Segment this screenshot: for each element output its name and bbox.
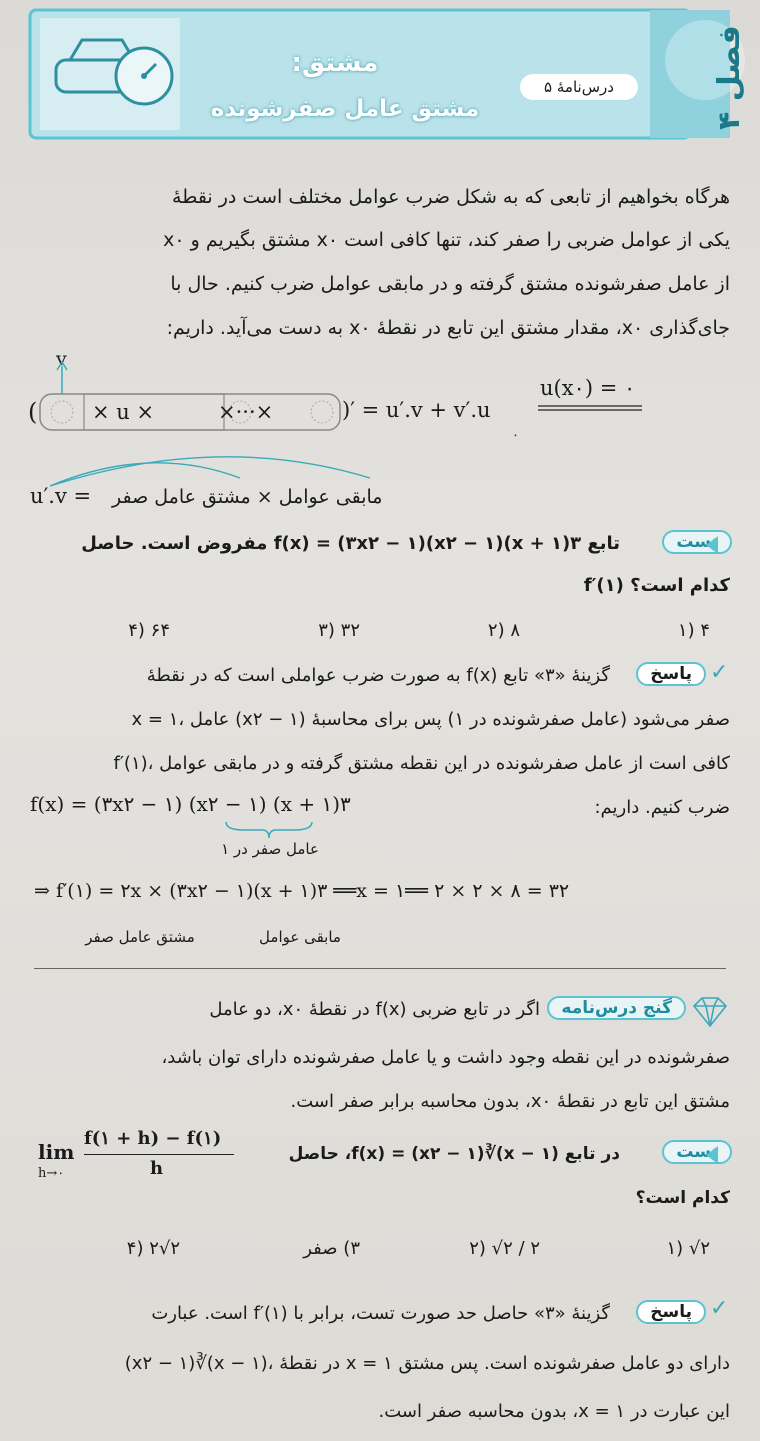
test1-line-1: تابع f(x) = (۳x۲ − ۱)(x۲ − ۱)(x + ۱)۳ مفروض است. حاصل (81, 533, 620, 554)
formula-condition: u(x۰) = ۰ (540, 376, 636, 400)
formula-v-label: v (56, 348, 67, 370)
answer1-calc: ⇒ f′(۱) = ۲x × (۳x۲ − ۱)(x + ۱)۳ ══x = ۱══ ۲ × ۲ × ۸ = ۳۲ (34, 880, 570, 902)
lim-word: lim (38, 1140, 75, 1164)
test1-option-2[interactable]: ۲) ۸ (487, 620, 520, 641)
test1-line-2: f′(۱) کدام است؟ (583, 575, 730, 596)
diamond-icon (690, 996, 730, 1028)
treasure-tag-wrap (547, 996, 686, 1020)
answer2-line-3: این عبارت در x = ۱، بدون محاسبه صفر است. (378, 1401, 730, 1422)
answer2-line-2: (x۲ − ۱)∛(x − ۱)، در نقطهٔ x = ۱ دارای دو عامل صفرشونده است. پس مشتق (124, 1353, 730, 1374)
intro-line-4: جای‌گذاری x۰، مقدار مشتق این تابع در نقطهٔ x۰ به دست می‌آید. داریم: (166, 317, 730, 339)
formula-u-mark: × u × (92, 400, 155, 424)
answer1-tag: پاسخ (636, 662, 706, 686)
treasure-tag: گنج درس‌نامه (547, 996, 686, 1020)
factor-boxes (38, 392, 348, 434)
answer2-line-1: گزینهٔ «۳» حاصل حد صورت تست، برابر با f′(۱) است. عبارت (151, 1303, 610, 1324)
formula-sub0: ۰ (512, 428, 519, 443)
frac-den: h (150, 1158, 164, 1179)
formula-right: )′ = u′.v + v′.u (342, 398, 491, 422)
lesson-label: درس‌نامهٔ ۵ (520, 74, 638, 100)
formula-dots: ×···× (218, 400, 274, 424)
test1-option-1[interactable]: ۱) ۴ (677, 620, 710, 641)
treasure-line-1: اگر در تابع ضربی f(x) در نقطهٔ x۰، دو عامل (209, 999, 540, 1020)
rule-lhs: u′.v = (30, 484, 92, 508)
test2-option-3[interactable]: ۳) صفر (303, 1238, 360, 1259)
section-divider (34, 968, 726, 969)
test2-option-4[interactable]: ۴) ۲√۲ (126, 1238, 180, 1259)
test2-line-2: کدام است؟ (635, 1188, 730, 1208)
intro-line-2: x۰ مشتق بگیریم و x۰ یکی از عوامل ضربی را صفر کند، تنها کافی است (163, 229, 730, 251)
treasure-line-2: صفرشونده در این نقطه وجود داشت و یا عامل صفرشونده دارای توان باشد، (161, 1047, 730, 1068)
answer1-check-icon: ✓ (710, 660, 729, 685)
test2-option-2[interactable]: ۲) √۲ / ۲ (469, 1238, 540, 1259)
answer1-line-2: x = ۱، عامل (x۲ − ۱) صفر می‌شود (عامل صفرشونده در ۱) پس برای محاسبهٔ (131, 709, 730, 730)
answer2-tag: پاسخ (636, 1300, 706, 1324)
treasure-line-3: مشتق این تابع در نقطهٔ x۰، بدون محاسبه برابر صفر است. (290, 1091, 730, 1112)
test2-marker-icon (706, 1146, 718, 1164)
formula-arcs (40, 448, 400, 488)
test2-tag: تست (662, 1140, 732, 1164)
car-speedometer-icon (48, 24, 178, 124)
answer2-tag-wrap (636, 1300, 706, 1324)
lesson-title: مشتق: (291, 48, 379, 78)
test1-option-4[interactable]: ۴) ۶۴ (128, 620, 170, 641)
test1-tag: تست (662, 530, 732, 554)
zero-factor-label: عامل صفر در ۱ (221, 840, 319, 858)
test1-option-3[interactable]: ۳) ۳۲ (318, 620, 360, 641)
answer1-line-4: ضرب کنیم. داریم: (594, 797, 730, 818)
rule-text: مابقی عوامل × مشتق عامل صفر (112, 486, 383, 508)
intro-line-3: از عامل صفرشونده مشتق گرفته و در مابقی عوامل ضرب کنیم. حال با (170, 273, 730, 295)
test1-marker-icon (706, 536, 718, 554)
answer1-line-1: گزینهٔ «۳» تابع f(x) به صورت ضرب عواملی است که در نقطهٔ (146, 665, 610, 686)
answer2-check-icon: ✓ (710, 1296, 729, 1321)
lesson-subtitle: مشتق عامل صفرشونده (210, 96, 480, 122)
chapter-badge: فصل ۴ (712, 25, 747, 131)
formula-arrow (52, 360, 72, 396)
answer1-tag-wrap (636, 662, 706, 686)
test1-tag-wrap (662, 530, 732, 554)
deriv-label: مشتق عامل صفر (85, 928, 195, 946)
answer1-fx: f(x) = (۳x۲ − ۱) (x۲ − ۱) (x + ۱)۳ (30, 792, 351, 816)
condition-double-line (538, 404, 644, 412)
lim-sub: h→۰ (38, 1166, 65, 1181)
frac-num: f(۱ + h) − f(۱) (84, 1128, 222, 1149)
frac-bar (84, 1154, 234, 1155)
rest-label: مابقی عوامل (259, 928, 341, 946)
answer1-line-3: f′(۱)، کافی است از عامل صفرشونده در این نقطه مشتق گرفته و در مابقی عوامل (113, 753, 730, 774)
test2-tag-wrap (662, 1140, 732, 1164)
test2-line-1: در تابع f(x) = (x۲ − ۱)∛(x − ۱)، حاصل (288, 1144, 620, 1164)
formula-left-paren: ( (28, 398, 38, 426)
intro-line-1: هرگاه بخواهیم از تابعی که به شکل ضرب عوامل مختلف است در نقطهٔ (172, 186, 730, 208)
zero-factor-brace (224, 820, 314, 840)
test2-option-1[interactable]: ۱) √۲ (666, 1238, 710, 1259)
